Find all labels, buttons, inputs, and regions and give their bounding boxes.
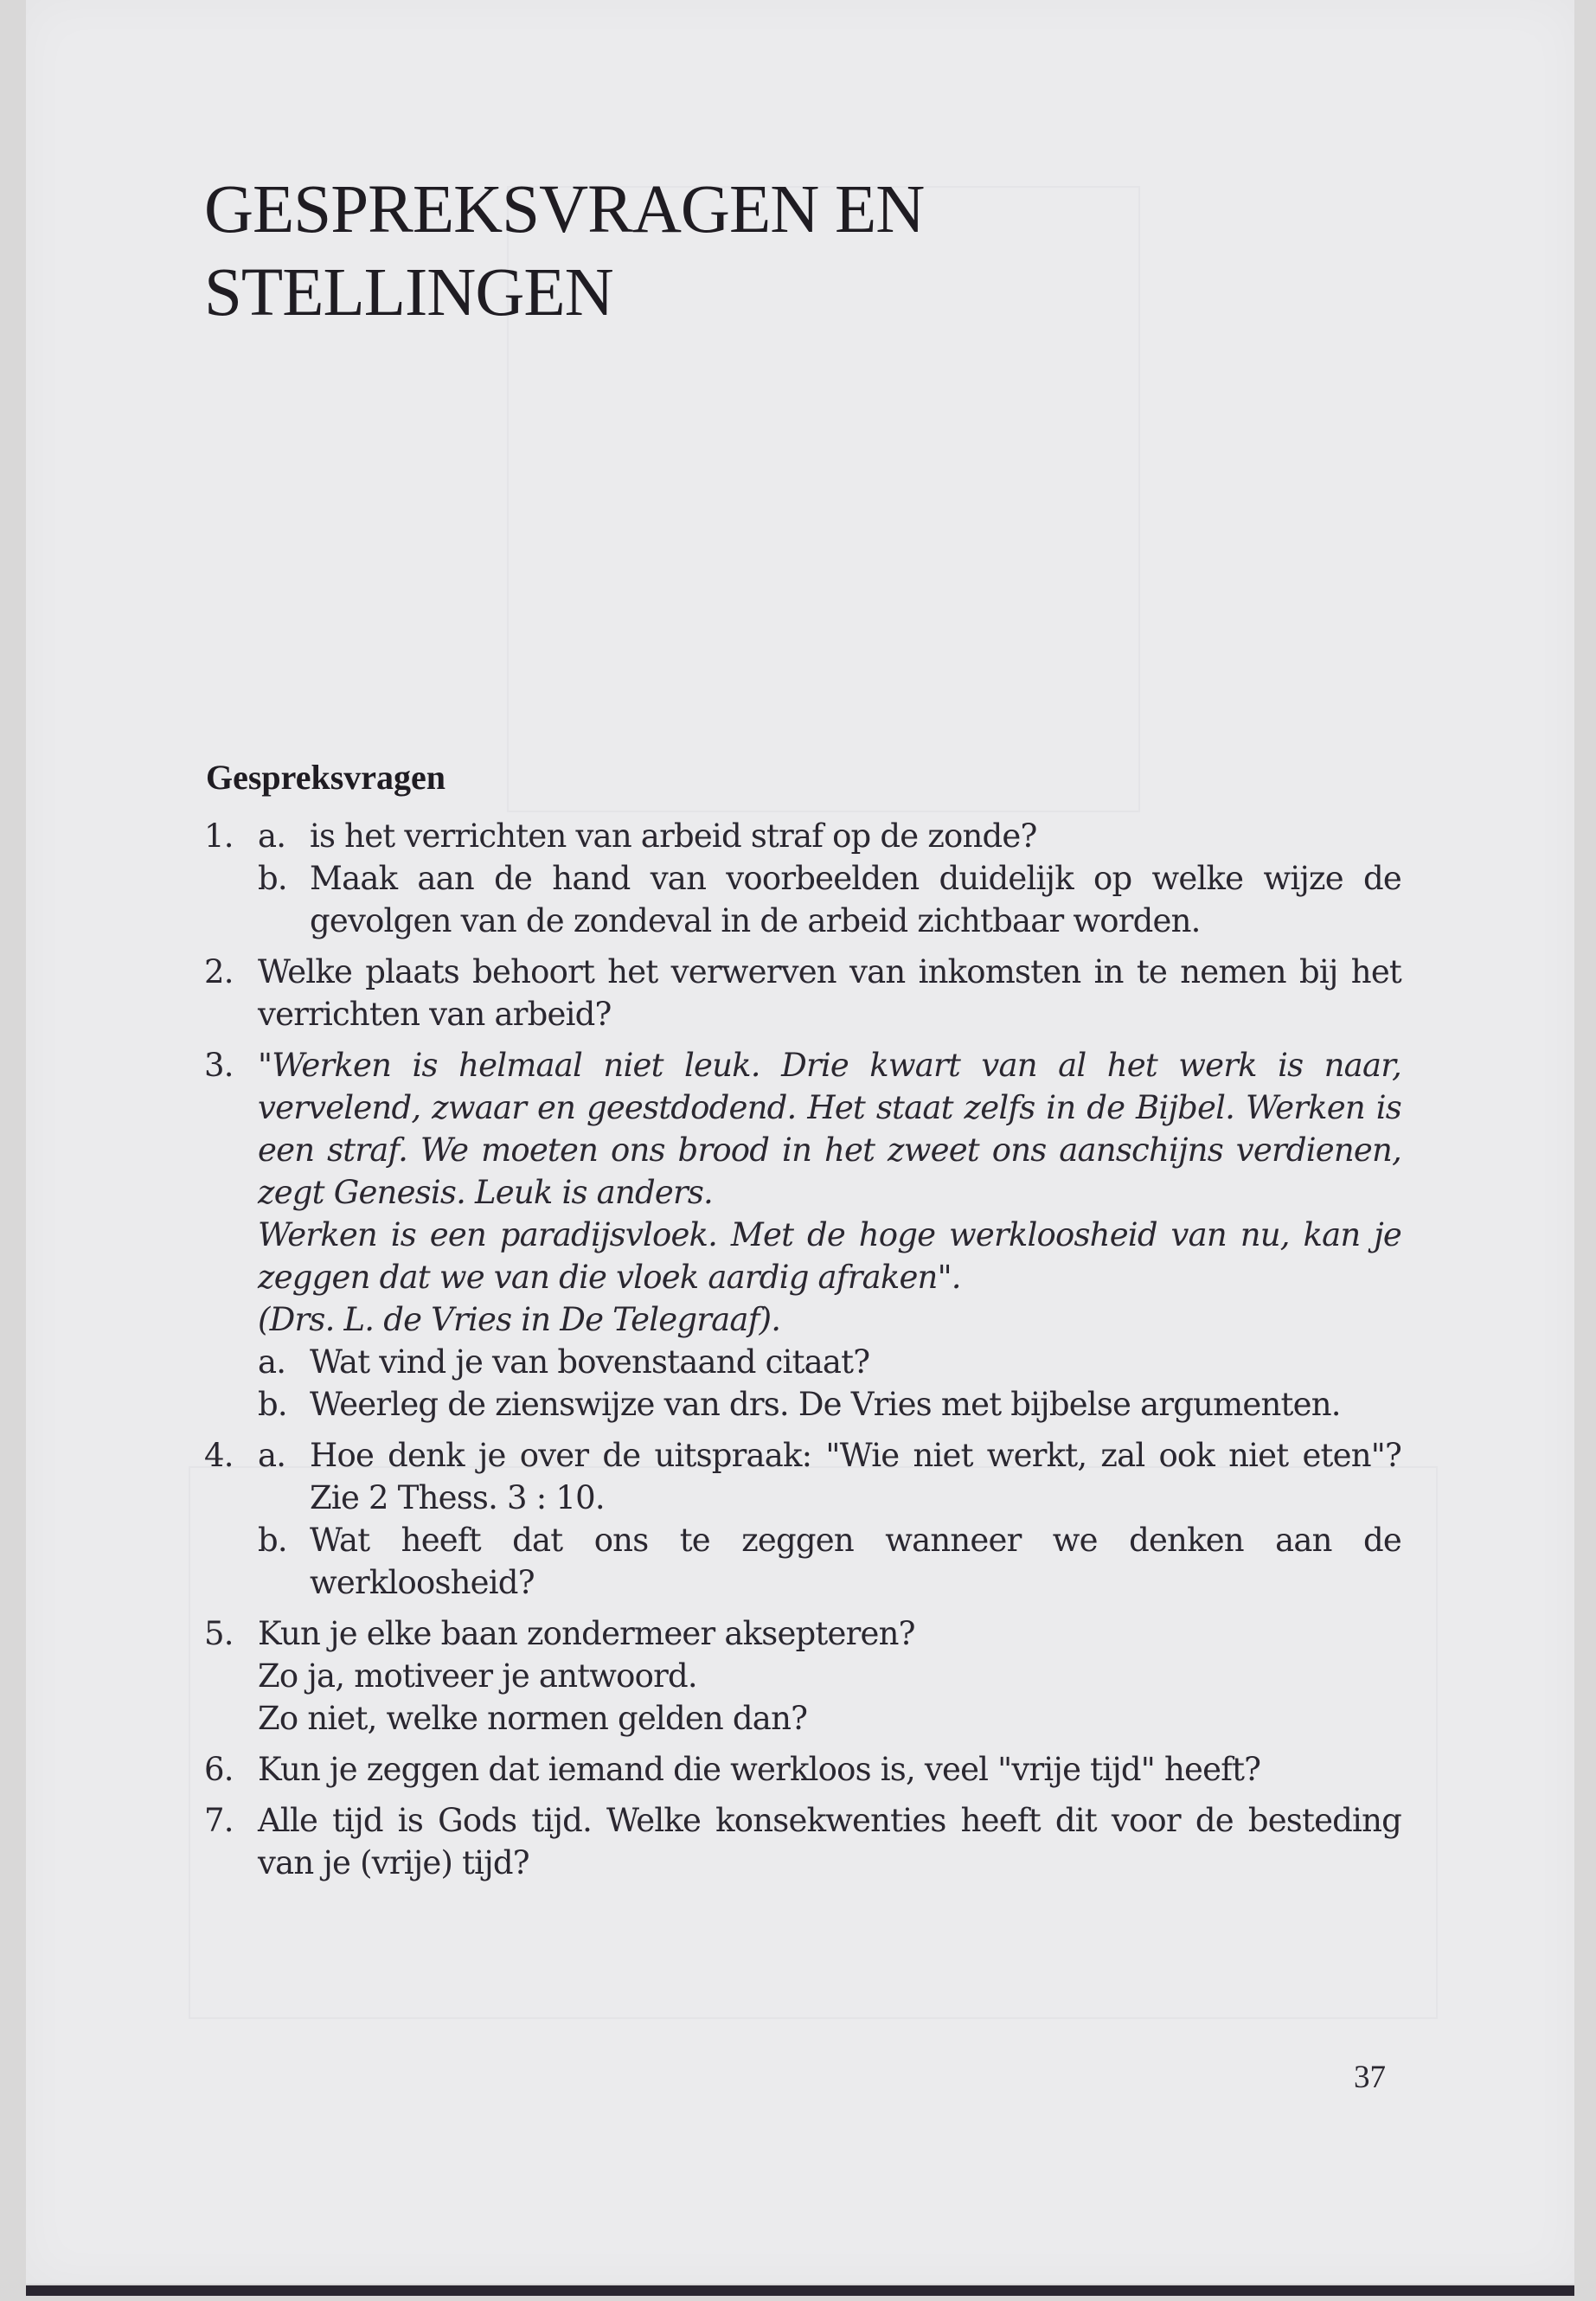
sub-question xyxy=(258,1434,1401,1519)
page-title-line-2: STELLINGEN xyxy=(204,255,613,330)
sub-question-label: b. xyxy=(258,860,287,897)
question-number: 7. xyxy=(204,1802,234,1839)
sub-question-text: Wat heeft dat ons te zeggen wanneer we denken aan de werkloosheid? xyxy=(310,1522,1401,1601)
sub-question xyxy=(258,1341,1401,1383)
question-number: 2. xyxy=(204,953,234,990)
quote-source: (Drs. L. de Vries in De Telegraaf). xyxy=(258,1301,781,1338)
question-line: Kun je elke baan zondermeer aksepteren? xyxy=(258,1615,915,1652)
sub-question-label: a. xyxy=(258,817,286,855)
page-number: 37 xyxy=(1354,2060,1386,2095)
question-text: Welke plaats behoort het verwerven van inkomsten in te nemen bij het verrichten van arbeid? xyxy=(258,953,1401,1033)
sub-question xyxy=(258,815,1401,857)
sub-question-label: a. xyxy=(258,1343,286,1381)
question-text: Kun je zeggen dat iemand die werkloos is, veel "vrije tijd" heeft? xyxy=(258,1751,1261,1788)
question-line: Zo niet, welke normen gelden dan? xyxy=(258,1700,808,1737)
question-text: Alle tijd is Gods tijd. Welke konsekwenties heeft dit voor de besteding van je (vrije) tijd? xyxy=(258,1802,1401,1881)
question-number: 6. xyxy=(204,1751,234,1788)
sub-question-text: Wat vind je van bovenstaand citaat? xyxy=(310,1343,870,1381)
section-heading: Gespreksvragen xyxy=(206,758,446,797)
sub-question xyxy=(258,1519,1401,1604)
sub-question xyxy=(258,1383,1401,1426)
sub-question-label: b. xyxy=(258,1522,287,1559)
question-number: 3. xyxy=(204,1047,234,1084)
question-number: 4. xyxy=(204,1437,234,1474)
question-line: Zo ja, motiveer je antwoord. xyxy=(258,1657,697,1695)
question-2 xyxy=(204,951,1401,1035)
question-4 xyxy=(204,1434,1401,1604)
question-number: 1. xyxy=(204,817,234,855)
sub-question-label: b. xyxy=(258,1386,287,1423)
sub-question-text: Maak aan de hand van voorbeelden duidelijk op welke wijze de gevolgen van de zondeval in de arbeid zichtbaar worden. xyxy=(310,860,1401,939)
sub-question-label: a. xyxy=(258,1437,286,1474)
page-title xyxy=(204,169,1156,335)
sub-question xyxy=(258,857,1401,942)
quote-text-continued: Werken is een paradijsvloek. Met de hoge werkloosheid van nu, kan je zeggen dat we van die vloek aardig afraken". xyxy=(258,1216,1401,1296)
sub-question-text: is het verrichten van arbeid straf op de zonde? xyxy=(310,817,1037,855)
question-3 xyxy=(204,1044,1401,1426)
sub-question-text: Hoe denk je over de uitspraak: "Wie niet werkt, zal ook niet eten"? Zie 2 Thess. 3 : 10. xyxy=(310,1437,1401,1516)
page-edge-rule xyxy=(26,2285,1574,2296)
question-number: 5. xyxy=(204,1615,234,1652)
page-title-line-1: GESPREKSVRAGEN EN xyxy=(204,172,925,247)
question-list xyxy=(204,815,1401,1893)
question-7 xyxy=(204,1799,1401,1884)
question-1 xyxy=(204,815,1401,942)
quote-text: "Werken is helmaal niet leuk. Drie kwart van al het werk is naar, vervelend, zwaar en geestdodend. Het staat zelfs in de Bijbel. Werken is een straf. We moeten ons brood in het zweet ons aanschijns verdienen, zegt Genesis. Leuk is anders. xyxy=(258,1047,1401,1211)
question-5 xyxy=(204,1612,1401,1740)
sub-question-text: Weerleg de zienswijze van drs. De Vries met bijbelse argumenten. xyxy=(310,1386,1341,1423)
question-6 xyxy=(204,1748,1401,1791)
